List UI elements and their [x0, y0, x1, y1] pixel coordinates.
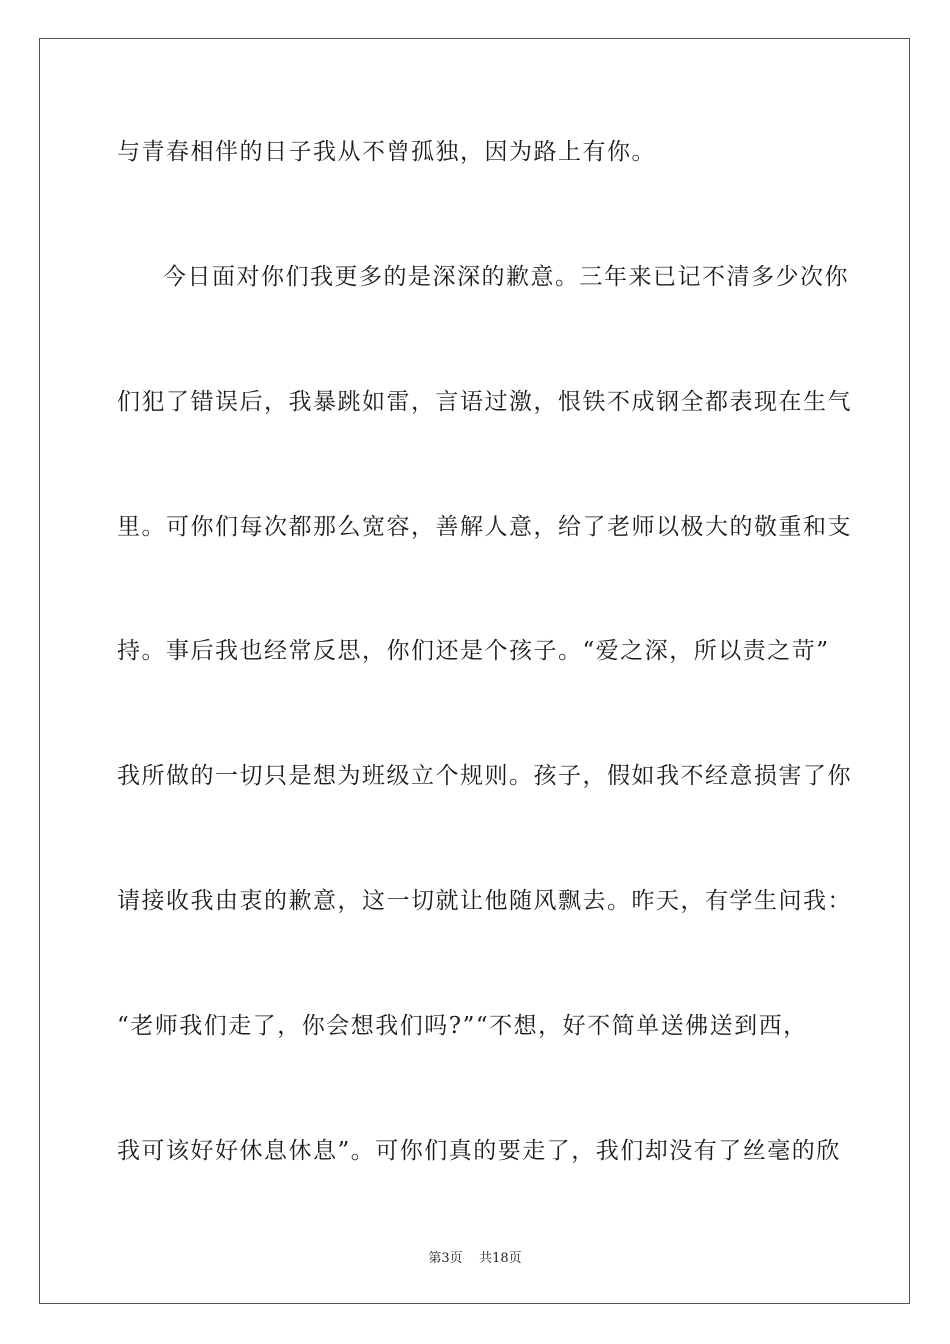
page-border	[39, 38, 910, 1304]
body-line-6: 我所做的一切只是想为班级立个规则。孩子，假如我不经意损害了你	[117, 763, 852, 789]
body-line-7: 请接收我由衷的歉意，这一切就让他随风飘去。昨天，有学生问我：	[117, 888, 852, 914]
body-line-9: 我可该好好休息休息”。可你们真的要走了，我们却没有了丝毫的欣	[117, 1138, 841, 1164]
body-line-1: 与青春相伴的日子我从不曾孤独，因为路上有你。	[117, 139, 656, 165]
page-total: 共18页	[479, 1251, 522, 1266]
body-line-5: 持。事后我也经常反思，你们还是个孩子。“爱之深，所以责之苛”	[117, 638, 830, 664]
body-line-8: “老师我们走了，你会想我们吗?”“不想，好不简单送佛送到西，	[117, 1013, 808, 1039]
page-number: 第3页	[428, 1251, 463, 1266]
body-line-4: 里。可你们每次都那么宽容，善解人意，给了老师以极大的敬重和支	[117, 514, 852, 540]
page-footer	[0, 1247, 950, 1266]
body-line-2: 今日面对你们我更多的是深深的歉意。三年来已记不清多少次你	[163, 264, 849, 290]
body-line-3: 们犯了错误后，我暴跳如雷，言语过激，恨铁不成钢全都表现在生气	[117, 389, 852, 415]
